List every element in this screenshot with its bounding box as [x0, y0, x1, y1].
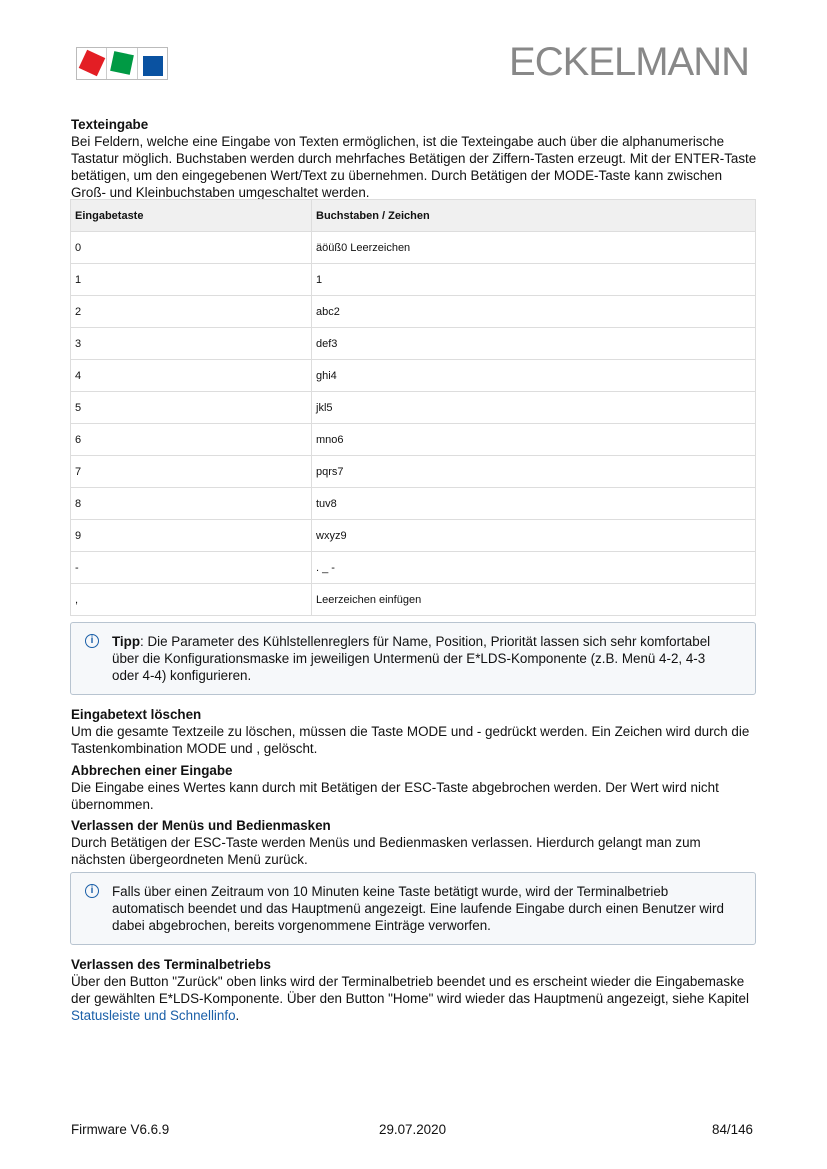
tip-label: Tipp	[112, 634, 141, 649]
footer-firmware: Firmware V6.6.9	[71, 1122, 170, 1137]
note-text: Falls über einen Zeitraum von 10 Minuten keine Taste betätigt wurde, wird der Terminalbetrieb automatisch beendet und das Hauptmenü angezeigt. Eine laufende Eingabe durch einen Benutzer wird dabei abgebrochen, bereits vorgenommene Einträge verworfen.	[112, 884, 724, 933]
key-cell: 2	[71, 296, 312, 328]
heading: Eingabetext löschen	[71, 707, 202, 722]
column-header: Eingabetaste	[71, 200, 312, 232]
section-texteingabe	[71, 116, 757, 201]
key-cell: 1	[71, 264, 312, 296]
paragraph: Die Eingabe eines Wertes kann durch mit Betätigen der ESC-Taste abgebrochen werden. Der Wert wird nicht übernommen.	[71, 780, 719, 812]
paragraph: Bei Feldern, welche eine Eingabe von Texten ermöglichen, ist die Texteingabe auch über die alphanumerische Tastatur möglich. Buchstaben werden durch mehrfaches Betätigen der Ziffern-Tasten erzeugt. Mit der ENTER-Taste betätigen, um den eingegebenen Wert/Text zu übernehmen. Durch Betätigen der MODE-Taste kann zwischen Groß- und Kleinbuchstaben umgeschaltet werden.	[71, 134, 757, 200]
table-row	[71, 328, 756, 360]
table-row	[71, 296, 756, 328]
characters-cell: . _ -	[312, 552, 756, 584]
key-cell: 3	[71, 328, 312, 360]
key-cell: 0	[71, 232, 312, 264]
table-row	[71, 584, 756, 616]
characters-cell: jkl5	[312, 392, 756, 424]
characters-cell: Leerzeichen einfügen	[312, 584, 756, 616]
characters-cell: 1	[312, 264, 756, 296]
info-icon: i	[85, 634, 99, 648]
paragraph: Durch Betätigen der ESC-Taste werden Menüs und Bedienmasken verlassen. Hierdurch gelangt man zum nächsten übergeordneten Menü zurück.	[71, 835, 701, 867]
paragraph: Über den Button "Zurück" oben links wird der Terminalbetrieb beendet und es erscheint wieder die Eingabemaske der gewählten E*LDS-Komponente. Über den Button "Home" wird wieder das Hauptmenü angezeigt, siehe Kapitel	[71, 974, 749, 1006]
characters-cell: ghi4	[312, 360, 756, 392]
characters-cell: mno6	[312, 424, 756, 456]
tip-text: : Die Parameter des Kühlstellenreglers für Name, Position, Priorität lassen sich sehr komfortabel über die Konfigurationsmaske im jeweiligen Untermenü der E*LDS-Komponente (z.B. Menü 4-2, 4-3 oder 4-4) konfigurieren.	[112, 634, 711, 683]
section-eingabetext-loeschen	[71, 706, 757, 757]
brand-wordmark: ECKELMANN	[509, 40, 749, 84]
characters-cell: abc2	[312, 296, 756, 328]
heading: Verlassen der Menüs und Bedienmasken	[71, 818, 331, 833]
table-row	[71, 552, 756, 584]
paragraph: Um die gesamte Textzeile zu löschen, müssen die Taste MODE und - gedrückt werden. Ein Zeichen wird durch die Tastenkombination MODE und , gelöscht.	[71, 724, 750, 756]
link-statusleiste[interactable]: Statusleiste und Schnellinfo	[71, 1008, 236, 1023]
heading: Verlassen des Terminalbetriebs	[71, 957, 271, 972]
key-cell: 7	[71, 456, 312, 488]
characters-cell: tuv8	[312, 488, 756, 520]
column-header: Buchstaben / Zeichen	[312, 200, 756, 232]
eckelmann-logo	[76, 47, 168, 80]
info-note-box	[70, 872, 756, 945]
table-row	[71, 360, 756, 392]
table-row	[71, 392, 756, 424]
table-row	[71, 232, 756, 264]
paragraph-end: .	[235, 1008, 240, 1023]
characters-cell: pqrs7	[312, 456, 756, 488]
footer-page-number: 84/146	[712, 1122, 753, 1137]
heading: Texteingabe	[71, 117, 149, 132]
characters-cell: def3	[312, 328, 756, 360]
table-row	[71, 424, 756, 456]
key-mapping-table	[70, 199, 756, 616]
section-verlassen-menues	[71, 817, 757, 868]
key-cell: 9	[71, 520, 312, 552]
key-cell: ,	[71, 584, 312, 616]
tip-box	[70, 622, 756, 695]
key-cell: 4	[71, 360, 312, 392]
characters-cell: äöüß0 Leerzeichen	[312, 232, 756, 264]
key-cell: 8	[71, 488, 312, 520]
section-verlassen-terminal	[71, 956, 757, 1024]
footer-date: 29.07.2020	[379, 1122, 447, 1137]
section-abbrechen	[71, 762, 757, 813]
info-icon: i	[85, 884, 99, 898]
table-row	[71, 520, 756, 552]
key-cell: 6	[71, 424, 312, 456]
characters-cell: wxyz9	[312, 520, 756, 552]
table-row	[71, 488, 756, 520]
table-header-row	[71, 200, 756, 232]
heading: Abbrechen einer Eingabe	[71, 763, 233, 778]
key-cell: -	[71, 552, 312, 584]
table-row	[71, 264, 756, 296]
table-row	[71, 456, 756, 488]
key-cell: 5	[71, 392, 312, 424]
